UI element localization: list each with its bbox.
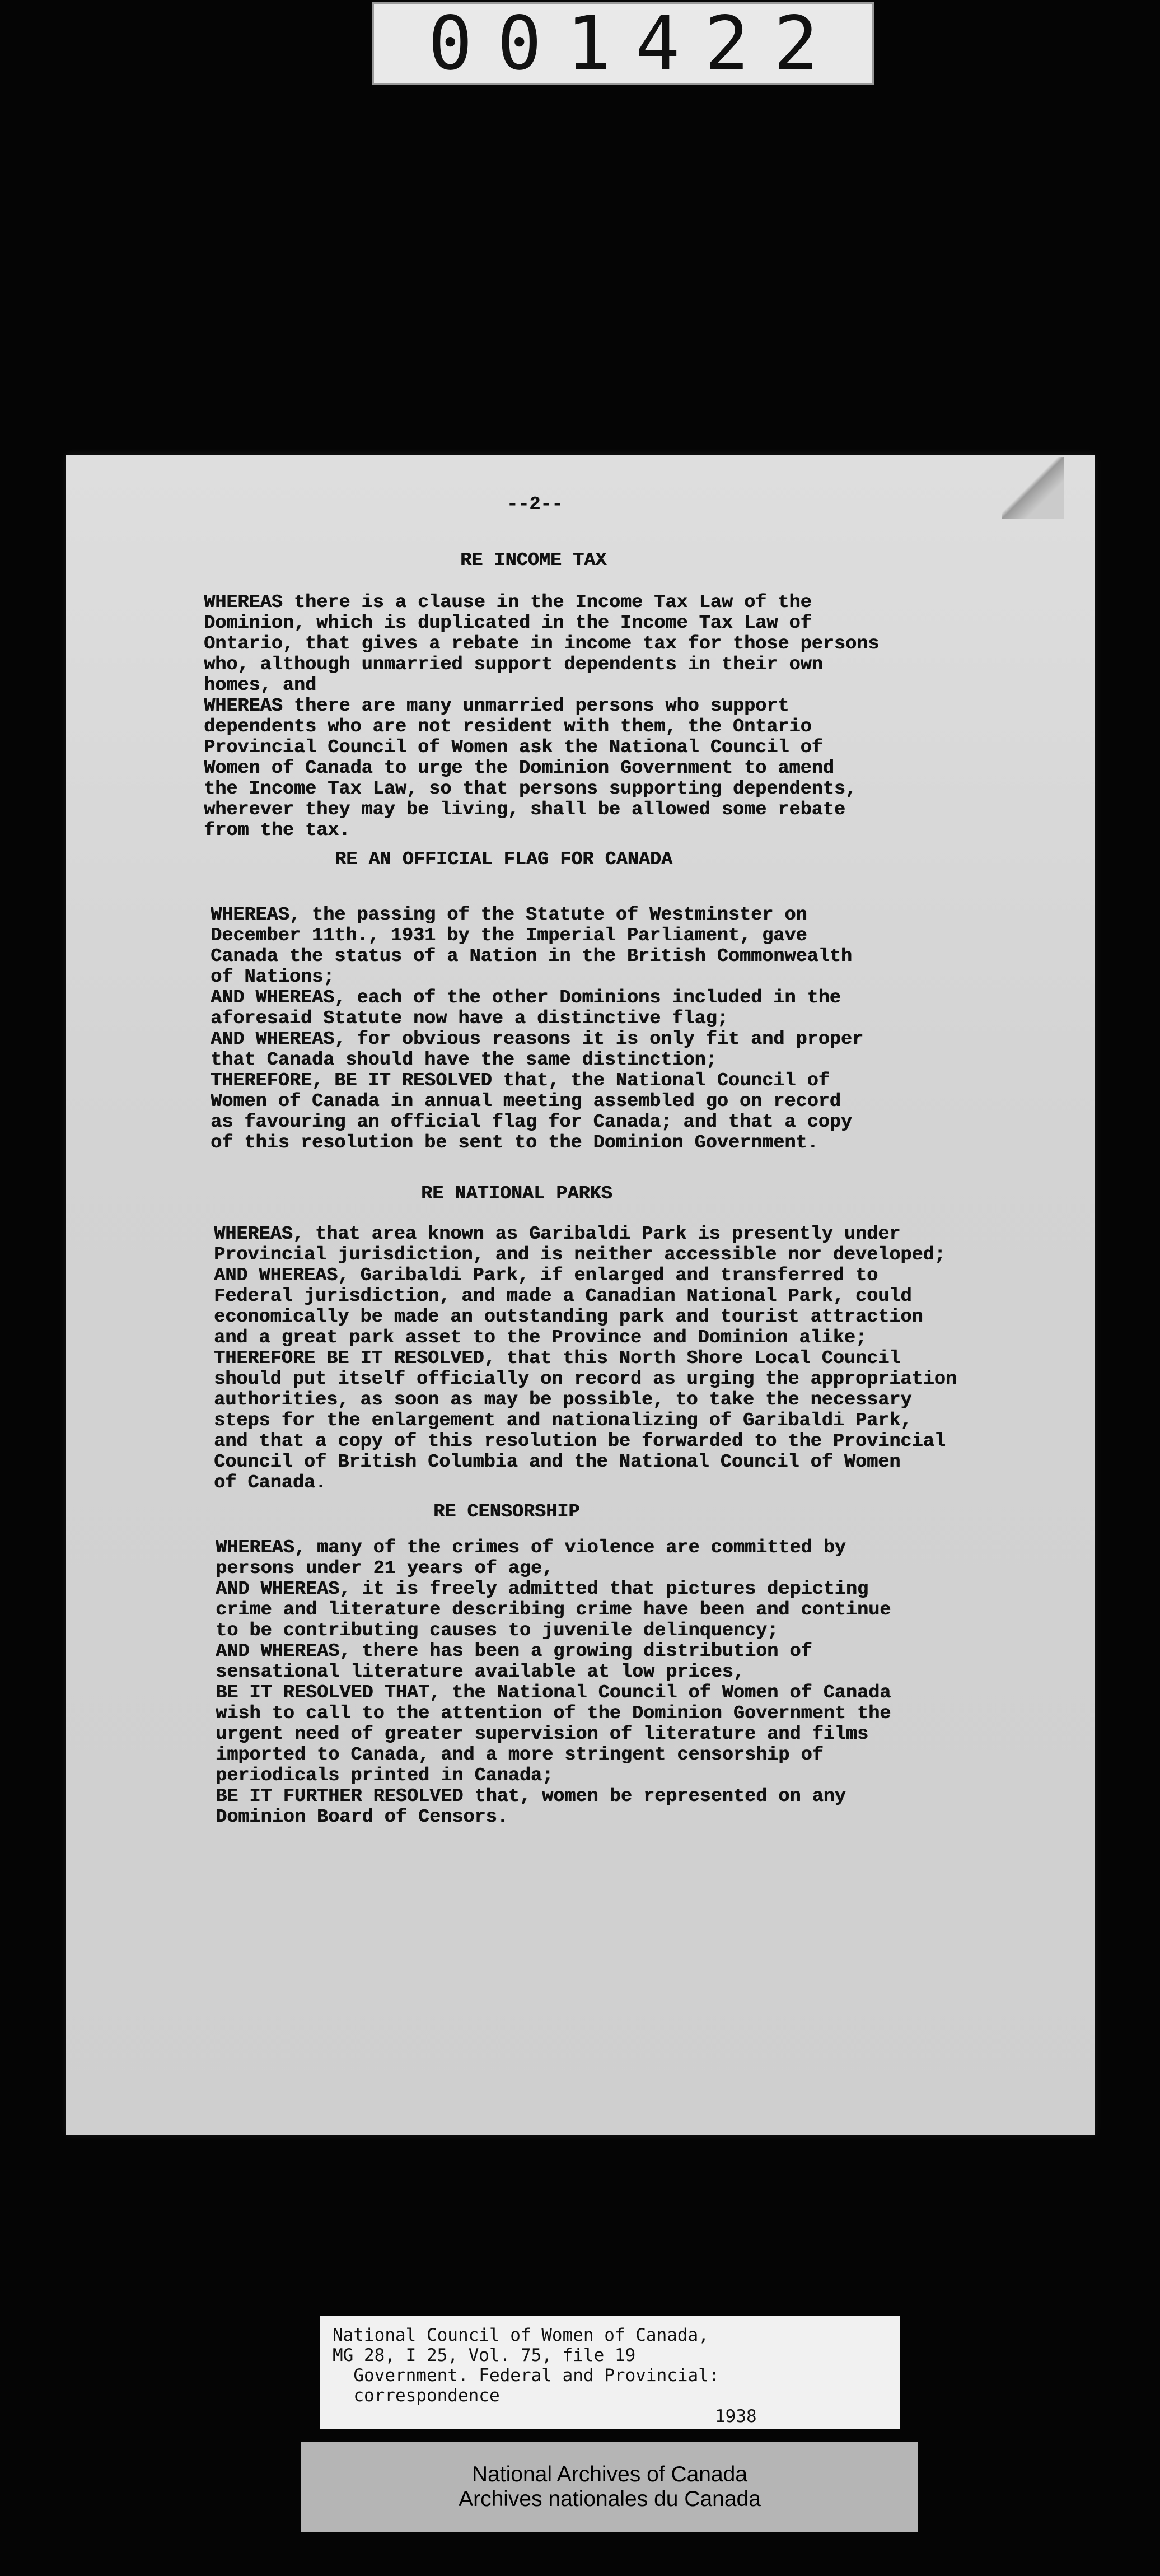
finding-aid-line: Government. Federal and Provincial: [333,2365,719,2386]
folded-corner [1002,457,1064,519]
finding-aid-label [320,2316,900,2429]
section-body-official-flag: WHEREAS, the passing of the Statute of Westminster on December 11th., 1931 by the Imperial Parliament, gave Canada the status of a Nation in the British Commonwealth of Nations; AND WHEREAS, each of the other Dominions included in the aforesaid Statute now have a distinctive flag; AND WHEREAS, for obvious reasons it is only fit and proper that Canada should have the same distinction; THEREFORE, BE IT RESOLVED that, the National Council of Women of Canada in annual meeting assembled go on record as favouring an official flag for Canada; and that a copy of this resolution be sent to the Dominion Government. [211,904,863,1154]
section-heading-censorship: RE CENSORSHIP [433,1501,580,1523]
section-body-national-parks: WHEREAS, that area known as Garibaldi Park is presently under Provincial jurisdiction, and is neither accessible nor developed; AND WHEREAS, Garibaldi Park, if enlarged and transferred to Federal jurisdiction, and made a Canadian National Park, could economically be made an outstanding park and tourist attraction and a great park asset to the Province and Dominion alike; THEREFORE BE IT RESOLVED, that this North Shore Local Council should put itself officially on record as urging the appropriation authorities, as soon as may be possible, to take the necessary steps for the enlargement and nationalizing of Garibaldi Park, and that a copy of this resolution be forwarded to the Provincial Council of British Columbia and the National Council of Women of Canada. [214,1224,957,1494]
archives-name-french: Archives nationales du Canada [459,2487,761,2511]
page-number: --2-- [507,494,563,515]
section-heading-income-tax: RE INCOME TAX [460,550,607,571]
finding-aid-line: MG 28, I 25, Vol. 75, file 19 [333,2345,636,2365]
finding-aid-year: 1938 [715,2406,757,2426]
archives-name-english: National Archives of Canada [471,2462,748,2486]
section-body-income-tax: WHEREAS there is a clause in the Income Tax Law of the Dominion, which is duplicated in the Income Tax Law of Ontario, that gives a rebate in income tax for those persons who, although unmarried support dependents in their own homes, and WHEREAS there are many unmarried persons who support dependents who are not resident with them, the Ontario Provincial Council of Women ask the National Council of Women of Canada to urge the Dominion Government to amend the Income Tax Law, so that persons supporting dependents, wherever they may be living, shall be allowed some rebate from the tax. [204,592,880,841]
finding-aid-line: correspondence [333,2386,500,2406]
section-body-censorship: WHEREAS, many of the crimes of violence are committed by persons under 21 years of age, AND WHEREAS, it is freely admitted that pictures depicting crime and literature describing crime have been and continue to be contributing causes to juvenile delinquency; AND WHEREAS, there has been a growing distribution of sensational literature available at low prices, BE IT RESOLVED THAT, the National Council of Women of Canada wish to call to the attention of the Dominion Government the urgent need of greater supervision of literature and films imported to Canada, and a more stringent censorship of periodicals printed in Canada; BE IT FURTHER RESOLVED that, women be represented on any Dominion Board of Censors. [216,1537,891,1828]
section-heading-official-flag: RE AN OFFICIAL FLAG FOR CANADA [335,849,673,870]
section-heading-national-parks: RE NATIONAL PARKS [421,1183,612,1205]
archives-label [301,2442,918,2532]
frame-number: 001422 [372,2,874,85]
finding-aid-line: National Council of Women of Canada, [333,2325,709,2345]
